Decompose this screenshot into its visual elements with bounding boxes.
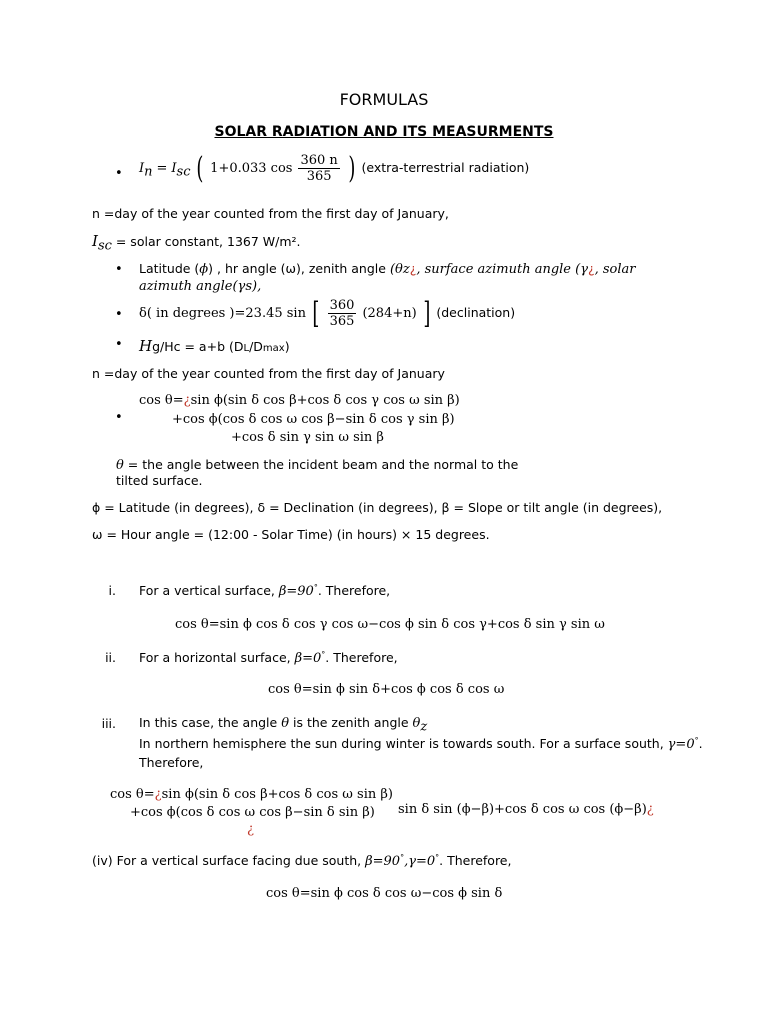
- case-iii-text2: is the zenith angle: [289, 715, 413, 730]
- decl-bracket-close: ]: [423, 296, 431, 331]
- eq1-lhs-sub: n: [144, 164, 153, 180]
- case-iii-theta: θ: [281, 716, 290, 731]
- angles-inv1: ¿: [409, 261, 417, 276]
- angles-phi: ϕ: [199, 262, 209, 277]
- bullet-dot: •: [115, 307, 123, 322]
- eq1-frac-num: 360 n: [300, 153, 338, 168]
- decl-frac-den: 365: [329, 314, 355, 329]
- equation-extraterrestrial: [139, 151, 529, 186]
- hg-symbol: H: [139, 337, 153, 355]
- page-title: FORMULAS: [339, 90, 429, 109]
- n-definition-2: n =day of the year counted from the first day of January: [92, 366, 445, 381]
- case-iii-text: In this case, the angle: [139, 715, 282, 730]
- case-iii-cond: γ=0: [667, 737, 695, 753]
- section-subtitle: SOLAR RADIATION AND ITS MEASURMENTS: [214, 124, 554, 140]
- theta-definition-2: tilted surface.: [116, 473, 203, 488]
- bullet-dot: •: [115, 337, 123, 352]
- isc-symbol: I: [92, 232, 98, 250]
- eq1-note: (extra-terrestrial radiation): [361, 160, 530, 175]
- case-iii-eq-l1b: sin ϕ(sin δ cos β+cos δ cos ω sin β): [161, 787, 393, 802]
- case-iii-eq-line-1: [110, 787, 393, 802]
- case-iv-text: [92, 853, 511, 869]
- case-iv-cond: β=90: [365, 854, 401, 870]
- theta-symbol: θ: [116, 458, 124, 473]
- angles-part2: ) , hr angle (ω), zenith angle: [208, 261, 390, 276]
- eq1-paren-close: ): [348, 151, 356, 186]
- theta-definition: [116, 457, 518, 473]
- case-i-deg: °: [313, 583, 318, 592]
- n-definition-1: n =day of the year counted from the first day of January,: [92, 206, 449, 221]
- case-iii-line-2: [139, 736, 703, 752]
- big-eq-line-1: [139, 393, 460, 408]
- decl-bracket-open: [: [312, 296, 320, 331]
- eq1-fraction: [298, 153, 339, 184]
- case-iii-eq-right-inv: ¿: [646, 802, 654, 817]
- case-iii-theta-z-sub: z: [420, 719, 428, 735]
- big-eq-inv: ¿: [183, 393, 191, 408]
- angles-part4: , solar: [594, 262, 636, 277]
- eq1-isc: I: [171, 161, 177, 176]
- decl-fraction: [328, 298, 357, 329]
- decl-note: (declination): [436, 305, 516, 320]
- hg-sub2: max: [262, 343, 285, 354]
- solar-constant-line: [92, 232, 301, 254]
- case-iii-line-1: [139, 715, 427, 735]
- definitions-line-1: ϕ = Latitude (in degrees), δ = Declination (in degrees), β = Slope or tilt angle (in degrees),: [92, 500, 663, 515]
- bullet-dot: •: [115, 262, 123, 277]
- case-ii-number: ii.: [105, 650, 116, 665]
- big-eq-l1b: sin ϕ(sin δ cos β+cos δ cos γ cos ω sin β): [190, 393, 460, 408]
- case-ii-deg: °: [321, 650, 326, 659]
- case-i-equation: cos θ=sin ϕ cos δ cos γ cos ω−cos ϕ sin δ cos γ+cos δ sin γ sin ω: [175, 617, 605, 632]
- case-iii-eq-right-text: sin δ sin (ϕ−β)+cos δ cos ω cos (ϕ−β): [398, 802, 647, 817]
- angles-theta-z: (θz: [389, 262, 410, 277]
- hg-line: [139, 337, 290, 355]
- hg-sub1: L: [243, 343, 250, 354]
- bullet-dot: •: [115, 166, 123, 181]
- eq1-paren-open: (: [196, 151, 204, 186]
- case-iii-line-3: Therefore,: [139, 755, 204, 770]
- case-iii-deg: °: [694, 736, 699, 745]
- bullet-dot: •: [115, 410, 123, 425]
- case-i-end: . Therefore,: [317, 583, 391, 599]
- case-iv-label: (iv) For a vertical surface facing due south,: [92, 853, 366, 869]
- case-iii-eq-l1a: cos θ=: [110, 787, 155, 802]
- big-eq-line-3: +cos δ sin γ sin ω sin β: [231, 430, 384, 445]
- case-ii-end: . Therefore,: [325, 650, 398, 666]
- eq1-frac-den: 365: [306, 169, 332, 184]
- equation-declination: [139, 296, 515, 331]
- hg-text: g/Hc = a+b (D: [152, 339, 244, 354]
- case-iv-cond2: ,γ=0: [404, 854, 436, 870]
- angles-line-2: azimuth angle(γs),: [139, 279, 262, 294]
- case-iii-eq-inv1: ¿: [154, 787, 162, 802]
- case-i-number: i.: [108, 583, 116, 598]
- case-iii-eq-inv2: ¿: [247, 822, 254, 837]
- case-ii-label: For a horizontal surface,: [139, 650, 295, 666]
- hg-end: ): [284, 339, 290, 354]
- angles-line: [139, 261, 636, 277]
- case-iii-number: iii.: [101, 716, 116, 731]
- isc-sub: sc: [97, 238, 112, 254]
- case-ii-cond: β=0: [294, 651, 322, 667]
- theta-def-l1: = the angle between the incident beam and the normal to the: [123, 457, 519, 472]
- eq1-eq: =: [156, 161, 168, 176]
- angles-inv2: ¿: [587, 261, 595, 276]
- case-iv-end: . Therefore,: [439, 853, 512, 869]
- decl-lhs: δ( in degrees )=23.45 sin: [139, 306, 306, 321]
- eq1-inner: 1+0.033 cos: [210, 161, 293, 176]
- eq1-isc-sub: sc: [176, 164, 191, 180]
- case-ii-equation: cos θ=sin ϕ sin δ+cos ϕ cos δ cos ω: [268, 682, 505, 697]
- case-i-cond: β=90: [278, 584, 314, 600]
- eq1-lhs: I: [139, 161, 145, 176]
- case-i-label: For a vertical surface,: [139, 583, 279, 599]
- case-iv-deg2: °: [435, 853, 440, 862]
- big-eq-l1a: cos θ=: [139, 393, 184, 408]
- isc-text: = solar constant, 1367 W/m².: [111, 234, 301, 249]
- decl-frac-num: 360: [329, 298, 355, 313]
- decl-rest: (284+n): [362, 306, 417, 321]
- case-iii-theta-z: θ: [412, 716, 421, 731]
- definitions-line-2: ω = Hour angle = (12:00 - Solar Time) (in hours) × 15 degrees.: [92, 527, 490, 542]
- hg-mid: /D: [249, 339, 263, 354]
- angles-part3: , surface azimuth angle (γ: [416, 262, 588, 277]
- case-iii-l2a: In northern hemisphere the sun during winter is towards south. For a surface south,: [139, 736, 668, 752]
- case-iii-eq-line-2: +cos ϕ(cos δ cos ω cos β−sin δ sin β): [130, 805, 375, 820]
- case-iii-l2end: .: [698, 736, 703, 752]
- angles-part1: Latitude (: [139, 261, 200, 276]
- case-iii-eq-right: [398, 802, 654, 817]
- case-ii-text: [139, 650, 398, 666]
- case-iv-equation: cos θ=sin ϕ cos δ cos ω−cos ϕ sin δ: [266, 886, 503, 901]
- big-eq-line-2: +cos ϕ(cos δ cos ω cos β−sin δ cos γ sin β): [172, 412, 455, 427]
- case-iv-deg1: °: [400, 853, 405, 862]
- case-i-text: [139, 583, 390, 599]
